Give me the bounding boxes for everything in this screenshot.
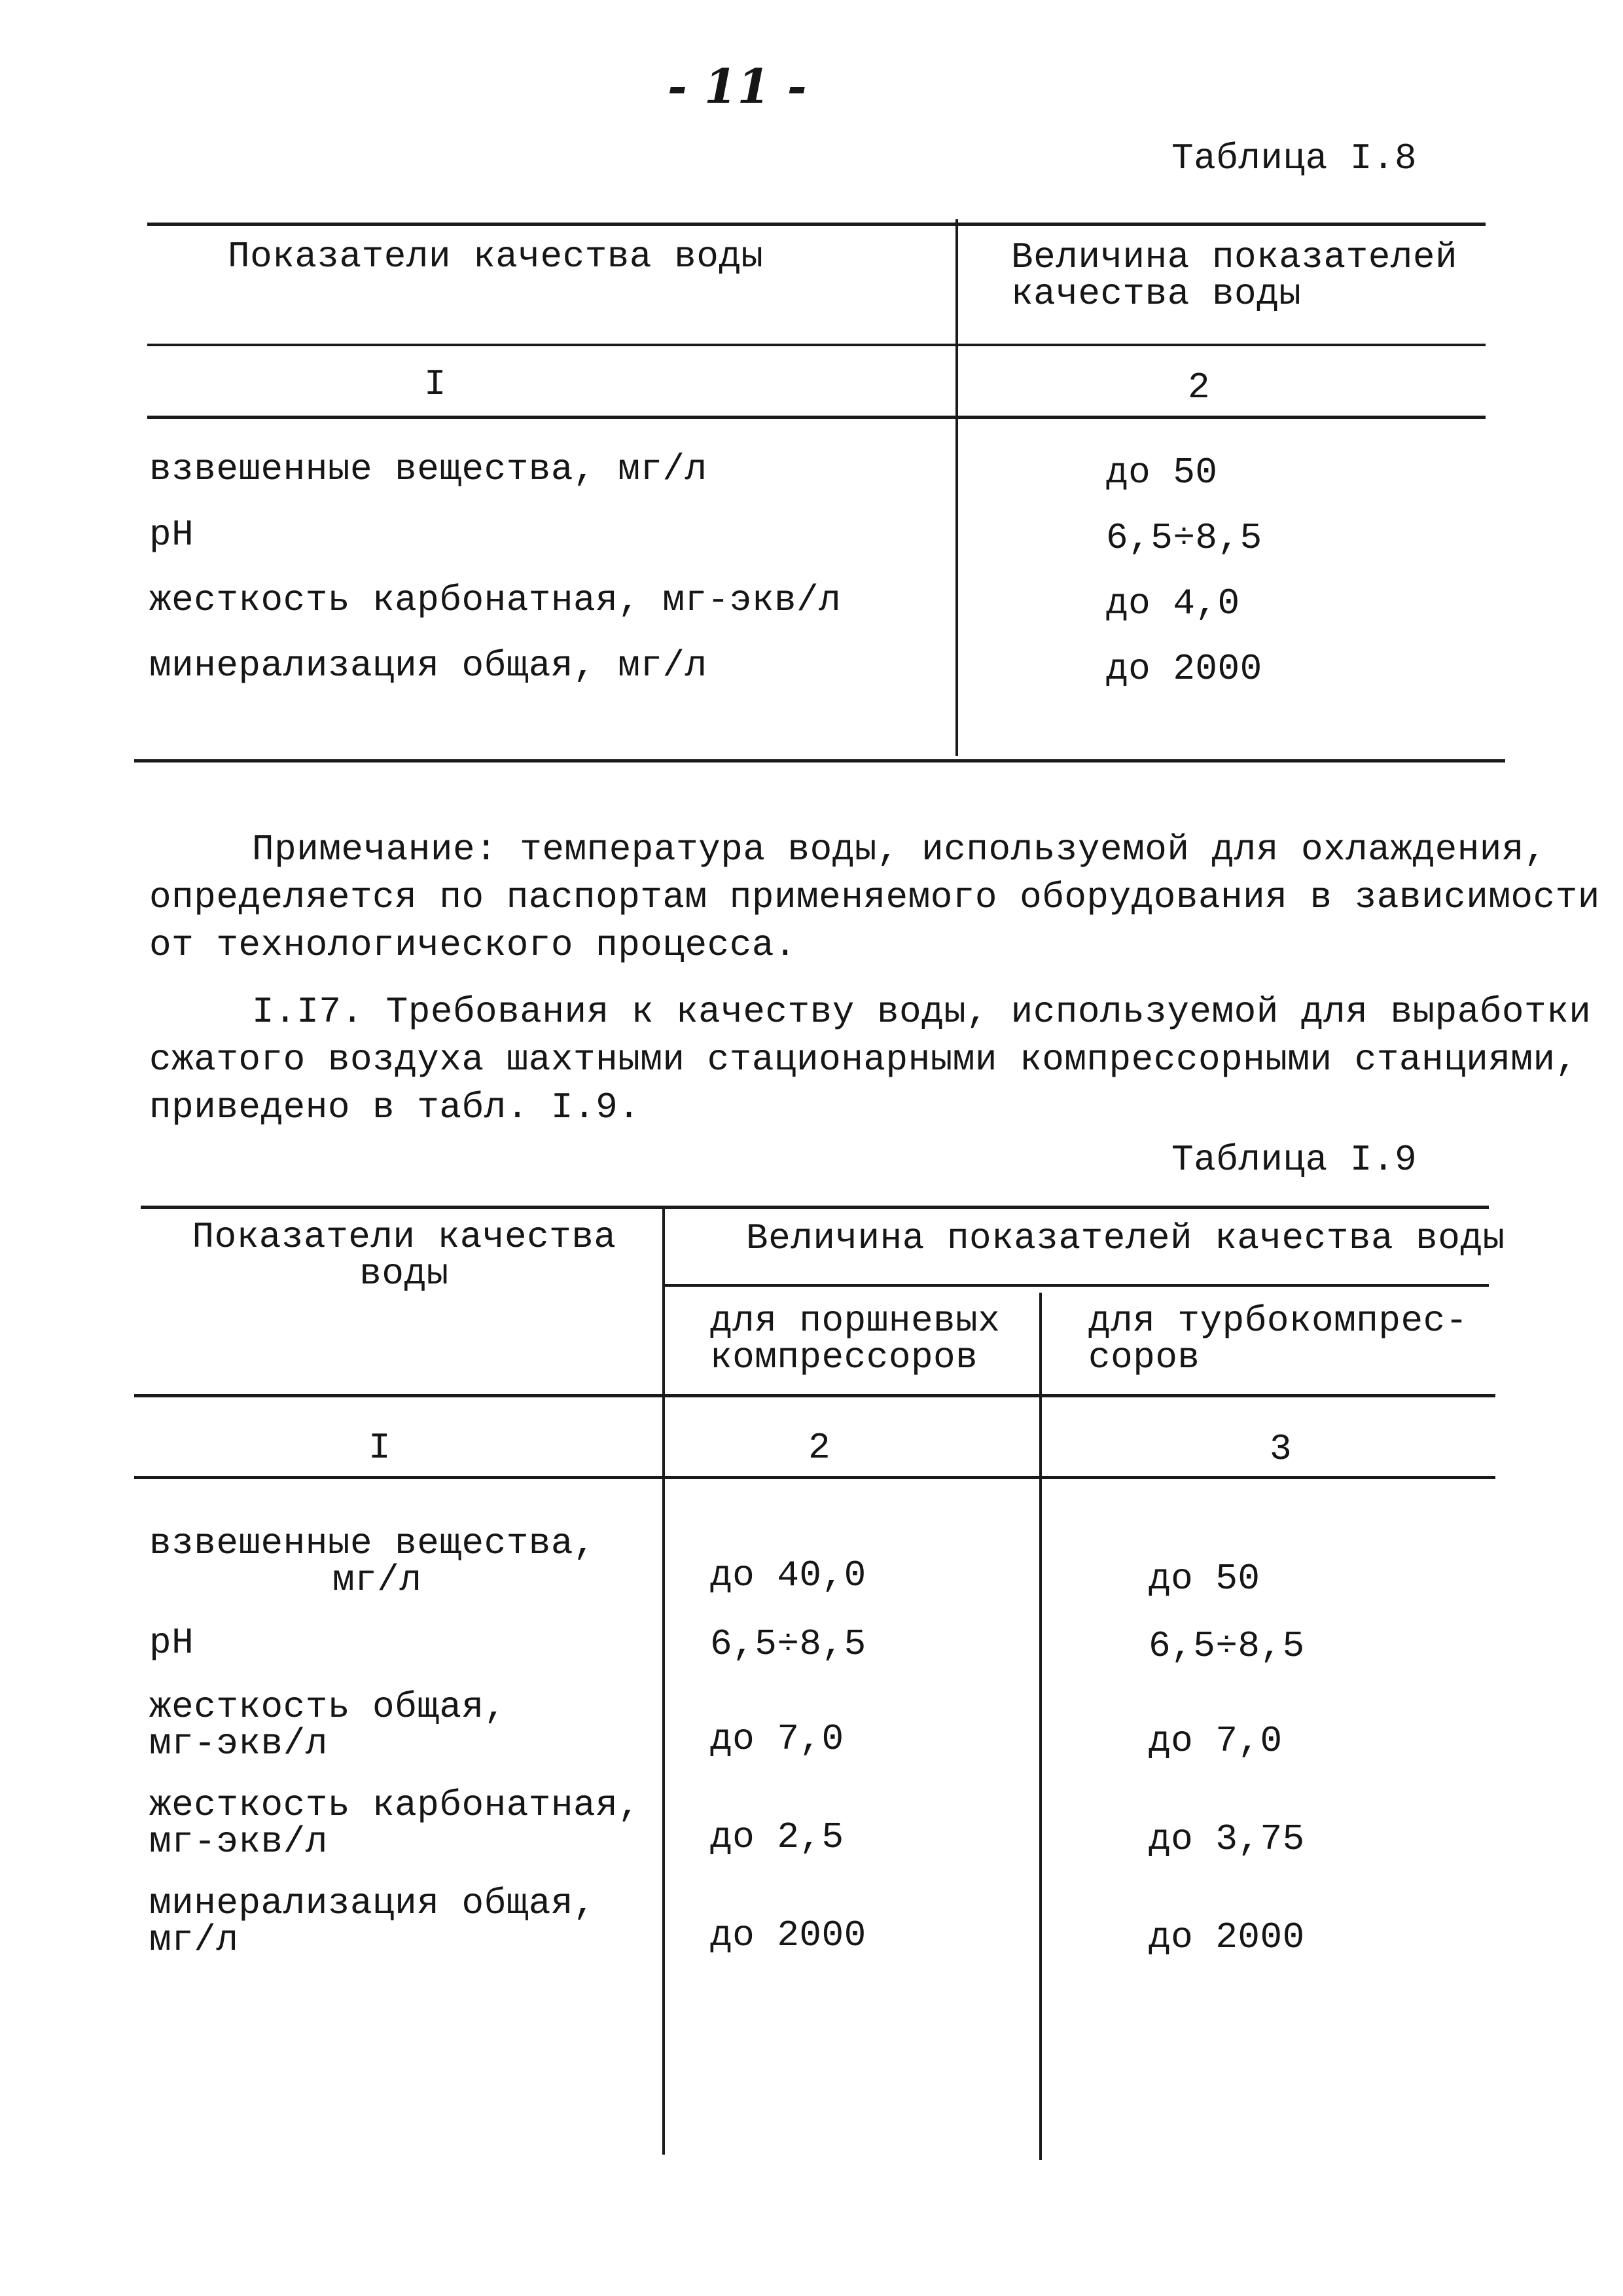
table-1-9-row-turbo-value: до 7,0 xyxy=(1149,1720,1283,1762)
table-1-8-header-values xyxy=(1011,236,1458,315)
page-number: - 11 - xyxy=(668,58,808,114)
table-1-8-row-name: взвешенные вещества, мг/л xyxy=(149,448,707,490)
clause-line-3: приведено в табл. I.9. xyxy=(149,1086,641,1128)
table-1-9-row-name-line1: минерализация общая, xyxy=(149,1882,596,1924)
table-1-9-header-indicators xyxy=(147,1216,661,1295)
table-1-9-header-turbo-line1: для турбокомпрес- xyxy=(1088,1300,1468,1342)
table-1-9-row-name xyxy=(149,1522,596,1601)
clause-line-2: сжатого воздуха шахтными стационарными компрессорными станциями, xyxy=(149,1039,1578,1081)
table-1-9-numbers-rule xyxy=(134,1476,1495,1479)
table-1-9-header-indicators-line2: воды xyxy=(359,1253,449,1295)
table-1-8-bottom-rule xyxy=(134,759,1505,762)
table-1-9-header-rule xyxy=(134,1394,1495,1397)
table-1-9-row-piston-value: до 7,0 xyxy=(710,1718,844,1760)
table-1-9-header-piston-line2: компрессоров xyxy=(710,1336,978,1378)
table-1-8-header-values-line1: Величина показателей xyxy=(1011,236,1458,278)
table-1-8-col-number-2: 2 xyxy=(1188,367,1211,408)
table-1-9-row-name-line2: мг/л xyxy=(149,1919,239,1961)
table-1-8-row-value: до 50 xyxy=(1106,452,1218,493)
table-1-9-header-turbo xyxy=(1088,1302,1468,1376)
table-1-9-row-piston-value: 6,5÷8,5 xyxy=(710,1623,866,1665)
table-1-9-row-name-line1: взвешенные вещества, xyxy=(149,1522,596,1564)
table-1-9-col-number-3: 3 xyxy=(1270,1428,1293,1470)
table-1-8-row-value: до 4,0 xyxy=(1106,583,1240,624)
table-1-9-col-number-2: 2 xyxy=(808,1427,831,1469)
table-1-8-top-rule xyxy=(147,223,1486,226)
table-1-8-row-value: 6,5÷8,5 xyxy=(1106,517,1262,559)
table-1-8-row-value: до 2000 xyxy=(1106,648,1262,690)
table-1-9-divider-2 xyxy=(1039,1293,1042,2160)
table-1-9-row-name xyxy=(149,1882,596,1961)
table-1-9-header-indicators-line1: Показатели качества xyxy=(192,1216,616,1258)
table-1-9-row-name-line2: мг-экв/л xyxy=(149,1723,328,1765)
note-line-2: определяется по паспортам применяемого оборудования в зависимости xyxy=(149,876,1600,918)
table-1-8-numbers-rule xyxy=(147,416,1486,419)
table-1-9-row-piston-value: до 2,5 xyxy=(710,1816,844,1858)
table-1-8-caption: Таблица I.8 xyxy=(1171,137,1418,179)
table-1-8-row-name: pH xyxy=(149,514,194,556)
table-1-8-header-indicators: Показатели качества воды xyxy=(228,236,764,278)
table-1-8-col-number-1: I xyxy=(424,363,447,405)
table-1-9-row-turbo-value: 6,5÷8,5 xyxy=(1149,1625,1305,1667)
clause-line-1: I.I7. Требования к качеству воды, используемой для выработки xyxy=(252,991,1592,1033)
table-1-9-col-number-1: I xyxy=(368,1427,391,1469)
table-1-9-row-piston-value: до 40,0 xyxy=(710,1554,866,1596)
table-1-9-row-turbo-value: до 3,75 xyxy=(1149,1818,1305,1860)
table-1-9-row-name-line2: мг/л xyxy=(332,1559,422,1601)
table-1-9-row-turbo-value: до 50 xyxy=(1149,1558,1260,1600)
table-1-9-row-name xyxy=(149,1686,507,1765)
table-1-8-row-name: минерализация общая, мг/л xyxy=(149,645,707,687)
table-1-9-row-name-line1: жесткость карбонатная, xyxy=(149,1784,641,1826)
table-1-9-header-piston-line1: для поршневых xyxy=(710,1300,1001,1342)
note-line-3: от технологического процесса. xyxy=(149,924,797,966)
table-1-8-header-rule xyxy=(147,344,1486,346)
table-1-9-divider-1 xyxy=(662,1206,665,2155)
table-1-9-caption: Таблица I.9 xyxy=(1171,1139,1418,1181)
table-1-9-header-piston xyxy=(710,1302,1000,1376)
table-1-9-header-turbo-line2: соров xyxy=(1088,1336,1200,1378)
table-1-9-row-name-line1: жесткость общая, xyxy=(149,1686,507,1728)
table-1-8-column-divider xyxy=(955,219,958,756)
table-1-8-row-name: жесткость карбонатная, мг-экв/л xyxy=(149,579,842,621)
table-1-9-row-turbo-value: до 2000 xyxy=(1149,1916,1305,1958)
table-1-8-header-values-line2: качества воды xyxy=(1011,273,1302,315)
table-1-9-header-group: Величина показателей качества воды xyxy=(746,1217,1505,1259)
note-line-1: Примечание: температура воды, используемой для охлаждения, xyxy=(252,829,1547,870)
table-1-9-row-name: pH xyxy=(149,1622,194,1664)
table-1-9-top-rule xyxy=(141,1206,1489,1209)
table-1-9-row-piston-value: до 2000 xyxy=(710,1914,866,1956)
table-1-9-row-name-line2: мг-экв/л xyxy=(149,1821,328,1863)
table-1-9-group-rule xyxy=(664,1284,1489,1287)
table-1-9-row-name xyxy=(149,1784,641,1863)
